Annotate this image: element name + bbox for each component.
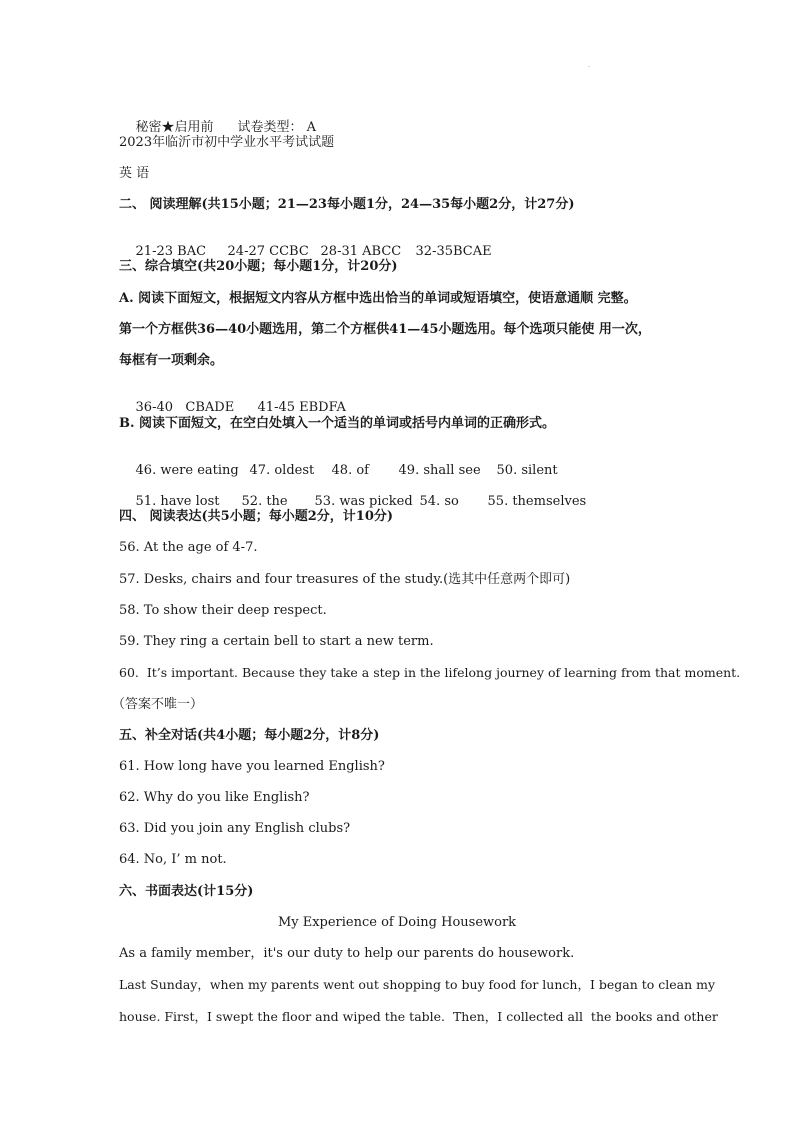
subject-title: 英 语 (119, 166, 150, 181)
answer-60: 60. It’s important. Because they take a step in the lifelong journey of learning from that moment. (119, 665, 741, 680)
answer-group: 24-27 CCBC (227, 244, 309, 259)
answer-56: 56. At the age of 4-7. (119, 540, 258, 555)
exam-title: 2023年临沂市初中学业水平考试试题 (119, 135, 335, 150)
answer-item: 51. have lost (135, 494, 220, 509)
answer-item: 53. was picked (314, 494, 413, 509)
answer-item: 46. were eating (135, 463, 239, 478)
answer-item: 50. silent (496, 463, 558, 478)
section-5-title: 五、补全对话(共4小题；每小题2分，计8分) (119, 728, 380, 743)
section-3-title: 三、综合填空(共20小题；每小题1分，计20分) (119, 259, 398, 274)
section-3a-instruction: 第一个方框供36—40小题选用，第二个方框供41—45小题选用。每个选项只能使 用一次， (119, 322, 651, 337)
section-2-title: 二、 阅读理解(共15小题；21—23每小题1分，24—35每小题2分，计27分) (119, 197, 575, 212)
answer-group: 36-40 CBADE (135, 400, 235, 415)
answer-group: 28-31 ABCC (320, 244, 402, 259)
answer-item: 55. themselves (487, 494, 587, 509)
section-3a-instruction: A. 阅读下面短文，根据短文内容从方框中选出恰当的单词或短语填空，使语意通顺 完整。 (119, 291, 637, 306)
answer-item: 49. shall see (398, 463, 481, 478)
answer-item: 52. the (241, 494, 288, 509)
answer-group: 41-45 EBDFA (257, 400, 346, 415)
essay-paragraph-2-line-1: Last Sunday，when my parents went out shopping to buy food for lunch，I began to clean my (119, 977, 716, 992)
answer-item: 48. of (331, 463, 369, 478)
page-mark: · (588, 64, 590, 71)
answer-group: 32-35BCAE (415, 244, 492, 259)
essay-paragraph-2-line-2: house. First，I swept the floor and wiped the table. Then，I collected all the books and other (119, 1009, 718, 1024)
essay-paragraph-1: As a family member，it's our duty to help our parents do housework. (119, 946, 575, 961)
answer-63: 63. Did you join any English clubs? (119, 821, 351, 836)
section-3b-instruction: B. 阅读下面短文，在空白处填入一个适当的单词或括号内单词的正确形式。 (119, 416, 556, 431)
answer-62: 62. Why do you like English? (119, 790, 310, 805)
answer-61: 61. How long have you learned English? (119, 759, 385, 774)
answer-item: 47. oldest (249, 463, 315, 478)
answer-58: 58. To show their deep respect. (119, 603, 327, 618)
answer-59: 59. They ring a certain bell to start a new term. (119, 634, 434, 649)
answer-64: 64. No, I’ m not. (119, 852, 227, 867)
essay-title: My Experience of Doing Housework (277, 915, 517, 930)
section-3a-instruction: 每框有一项剩余。 (119, 353, 224, 368)
answer-60-note: （答案不唯一） (112, 697, 204, 712)
section-4-title: 四、 阅读表达(共5小题；每小题2分，计10分) (119, 509, 394, 524)
secret-label: 秘密★启用前 (135, 120, 214, 135)
answer-57: 57. Desks, chairs and four treasures of the study.(选其中任意两个即可) (119, 572, 571, 587)
answer-group: 21-23 BAC (135, 244, 207, 259)
answer-item: 54. so (419, 494, 459, 509)
exam-type: 试卷类型： A (237, 120, 317, 135)
section-6-title: 六、书面表达(计15分) (119, 884, 254, 899)
